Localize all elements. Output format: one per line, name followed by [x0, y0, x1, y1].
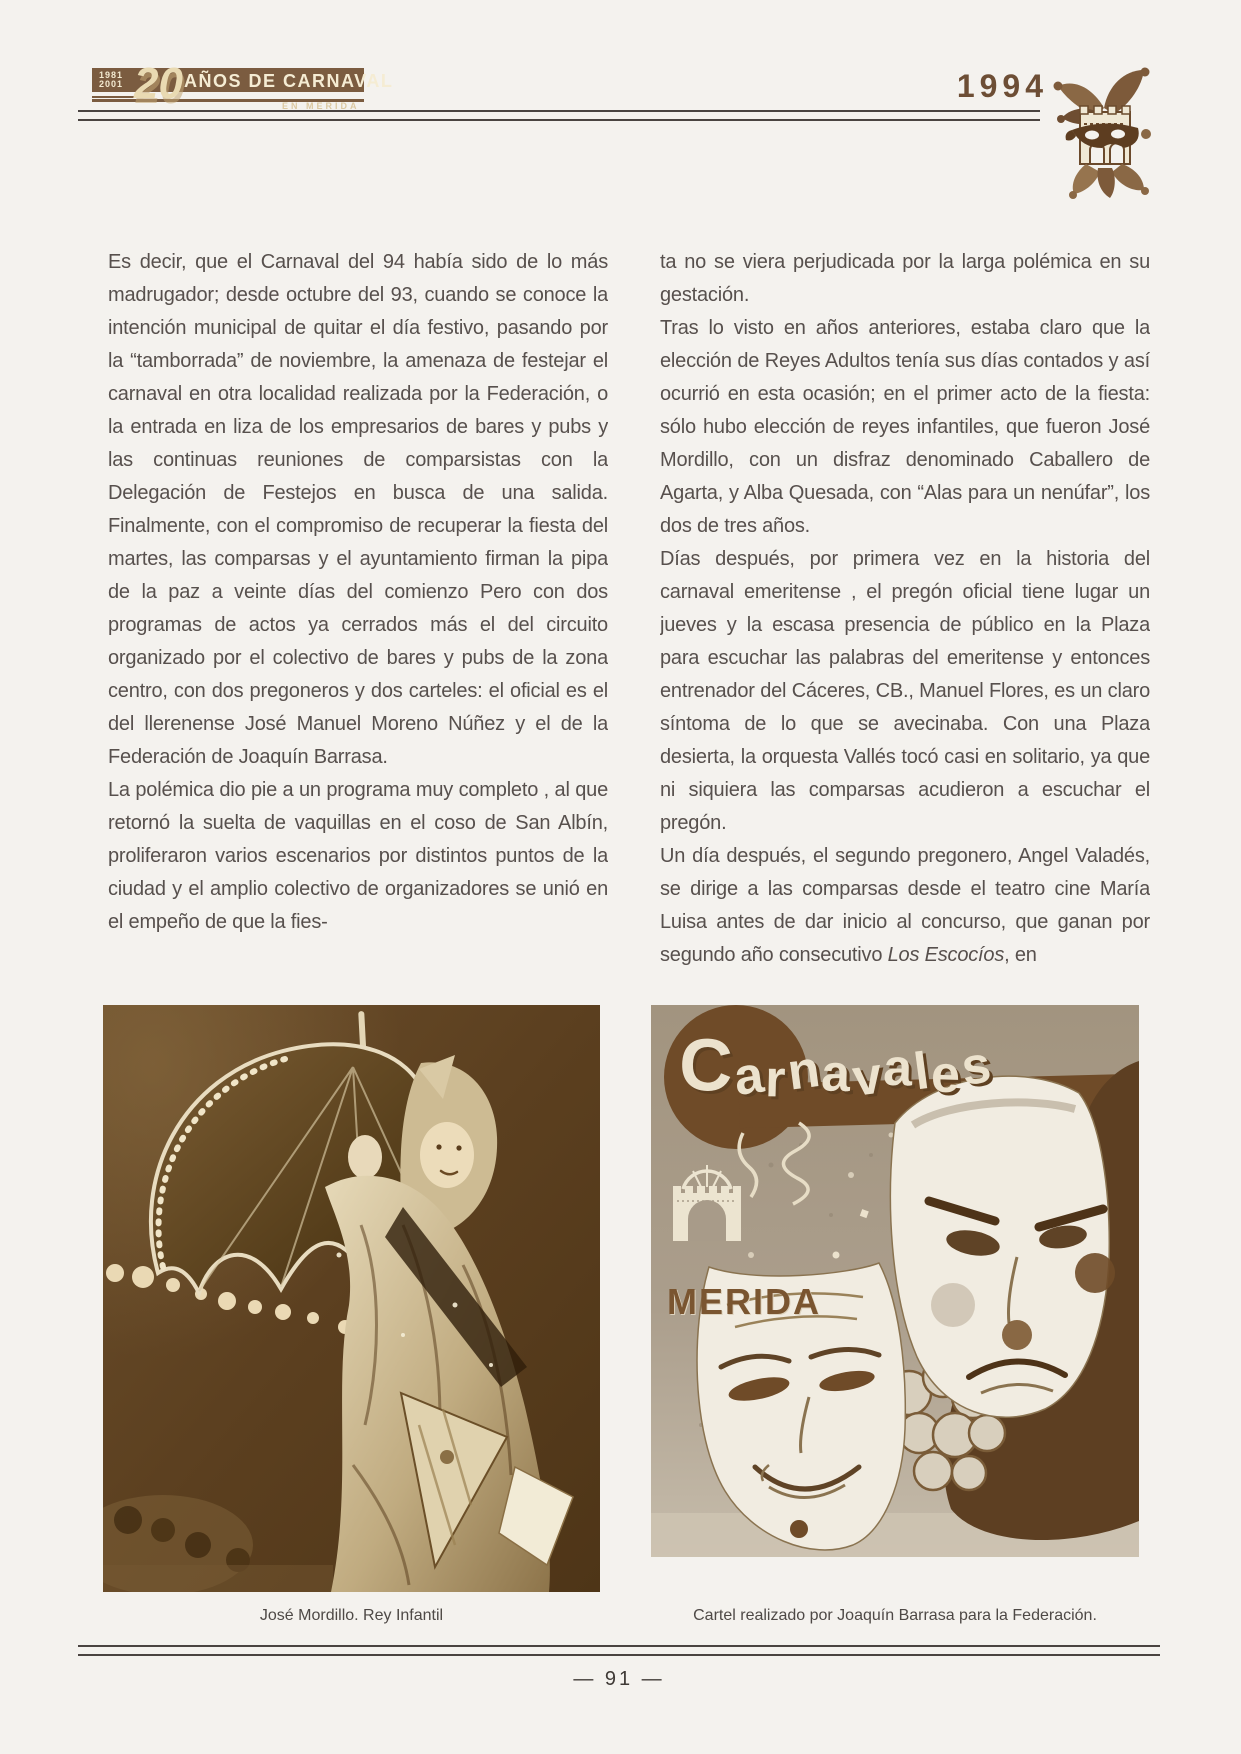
- paragraph: La polémica dio pie a un programa muy completo , al que retornó la suelta de vaquillas en el coso de San Albín, proliferaron varios escenarios por distintos puntos de la ciudad y el amplio colectivo de organizadores se unió en el empeño de que la fies-: [108, 779, 608, 933]
- caption-right-poster: Cartel realizado por Joaquín Barrasa para la Federación.: [693, 1607, 1097, 1624]
- paragraph: ta no se viera perjudicada por la larga polémica en su gestación.: [660, 251, 1150, 306]
- paragraph: [660, 840, 1150, 972]
- tragedy-mask: [890, 1076, 1115, 1417]
- caption-left-photo: José Mordillo. Rey Infantil: [259, 1607, 444, 1624]
- banner-year-bottom: 2001: [99, 79, 124, 89]
- domino-mask: [1066, 123, 1139, 148]
- banner-big-number: 20: [134, 59, 183, 108]
- header-double-rule: [78, 110, 1040, 121]
- chapter-year: 1994: [956, 68, 1048, 104]
- photo-jose-mordillo: [103, 1005, 600, 1592]
- page-number: — 91 —: [573, 1668, 665, 1690]
- banner-subtitle: EN MERIDA: [282, 101, 360, 111]
- banner-year-top: 1981: [99, 70, 124, 80]
- jester-mask-arch-icon: [1046, 64, 1162, 200]
- paragraph-text: Un día después, el segundo pregonero, Angel Valadés, se dirige a las comparsas desde el teatro cine María Luisa antes de dar inicio al concurso, que ganan por segundo año consecutivo: [660, 845, 1150, 966]
- poster-city-label: MERIDA: [667, 1281, 821, 1322]
- banner-title: AÑOS DE CARNAVAL: [184, 71, 394, 91]
- paragraph-italic: Los Escocíos: [887, 944, 1005, 966]
- paragraph-text: , en: [1004, 944, 1037, 966]
- paragraph: Es decir, que el Carnaval del 94 había sido de lo más madrugador; desde octubre del 93, cuando se conoce la intención municipal de quitar el día festivo, pasando por la “tamborrada” de noviembre, la amenaza de festejar el carnaval en otra localidad realizada por la Federación, o la entrada en liza de los empresarios de bares y pubs y las continuas reuniones de comparsistas con la Delegación de Festejos en busca de una salida. Finalmente, con el compromiso de recuperar la fiesta del martes, las comparsas y el ayuntamiento firman la pipa de la paz a veinte días del comienzo Pero con dos programas de actos ya cerrados más el del circuito organizado por el colectivo de bares y pubs de la zona centro, con dos pregoneros y dos carteles: el oficial es el del llerenense José Manuel Moreno Núñez y el de la Federación de Joaquín Barrasa.: [108, 251, 608, 768]
- article-right-column: [660, 246, 1150, 978]
- poster-title: Carnavales: [678, 1022, 996, 1109]
- banner-years: [92, 71, 123, 89]
- night-carnival-photo: [103, 1005, 600, 1592]
- paragraph: Tras lo visto en años anteriores, estaba claro que la elección de Reyes Adultos tenía sus días contados y así ocurrió en esta ocasión; en el primer acto de la fiesta: sólo hubo elección de reyes infantiles, que fueron José Mordillo, con un disfraz denominado Caballero de Agarta, y Alba Quesada, con “Alas para un nenúfar”, los dos de tres años.: [660, 317, 1150, 537]
- article-left-column: [108, 246, 608, 978]
- banner-underline-left: [92, 96, 136, 98]
- paragraph: Días después, por primera vez en la historia del carnaval emeritense , el pregón oficial tiene lugar un jueves y la escasa presencia de público en la Plaza para escuchar las palabras del emeritense y entonces entrenador del Cáceres, CB., Manuel Flores, es un claro síntoma de lo que se avecinaba. Con una Plaza desierta, la orquesta Vallés tocó casi en solitario, ya que ni siquiera las comparsas acudieron a escuchar el pregón.: [660, 548, 1150, 834]
- footer-double-rule: [78, 1645, 1160, 1656]
- poster-carnavales: [651, 1005, 1139, 1557]
